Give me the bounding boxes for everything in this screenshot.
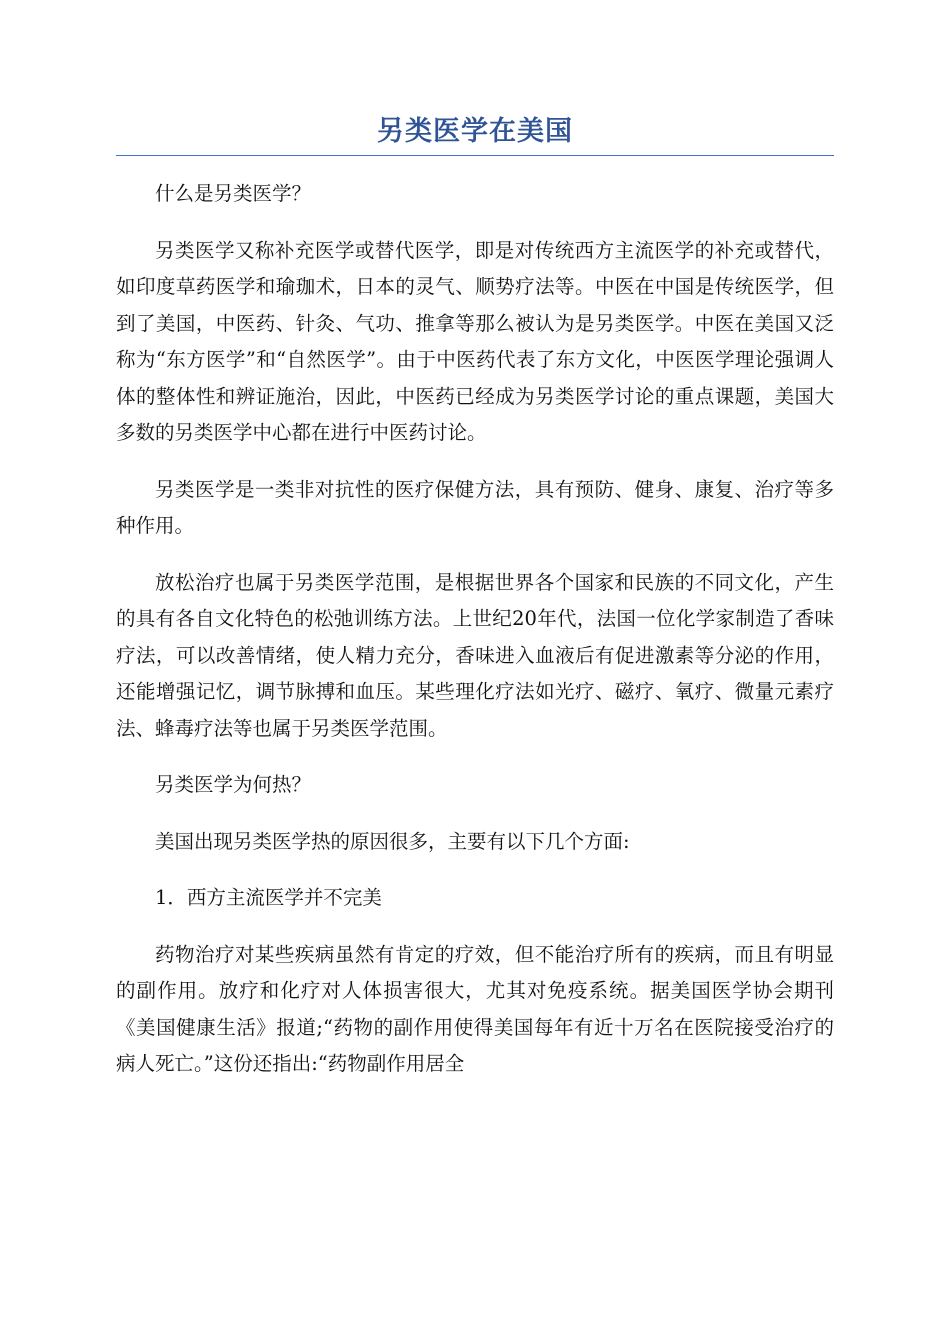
paragraph-drug-side-effects: 药物治疗对某些疾病虽然有肯定的疗效，但不能治疗所有的疾病，而且有明显的副作用。放疗和化疗对人体损害很大，尤其对免疫系统。据美国医学协会期刊《美国健康生活》报道;“药物的副作用使得美国每年有近十万名在医院接受治疗的病人死亡。”这份还指出:“药物副作用居全 xyxy=(116,942,834,1075)
document-title: 另类医学在美国 xyxy=(116,110,834,156)
paragraph-reasons-intro: 美国出现另类医学热的原因很多，主要有以下几个方面: xyxy=(155,829,630,853)
document-page xyxy=(116,110,834,1103)
paragraph-relaxation-therapy: 放松治疗也属于另类医学范围，是根据世界各个国家和民族的不同文化，产生的具有各自文化特色的松弛训练方法。上世纪20年代，法国一位化学家制造了香味疗法，可以改善情绪，使人精力充分，香味进入血液后有促进激素等分泌的作用，还能增强记忆，调节脉搏和血压。某些理化疗法如光疗、磁疗、氧疗、微量元素疗法、蜂毒疗法等也属于另类医学范围。 xyxy=(116,570,834,740)
document-body xyxy=(116,176,834,1083)
paragraph-why-popular: 另类医学为何热？ xyxy=(155,773,312,796)
paragraph-characteristics: 另类医学是一类非对抗性的医疗保健方法，具有预防、健身、康复、治疗等多种作用。 xyxy=(116,477,834,537)
paragraph-reason-1-heading: 1．西方主流医学并不完美 xyxy=(155,886,382,909)
paragraph-definition: 另类医学又称补充医学或替代医学，即是对传统西方主流医学的补充或替代，如印度草药医学和瑜珈术，日本的灵气、顺势疗法等。中医在中国是传统医学，但到了美国，中医药、针灸、气功、推拿等那么被认为是另类医学。中医在美国又泛称为“东方医学”和“自然医学”。由于中医药代表了东方文化，中医医学理论强调人体的整体性和辨证施治，因此，中医药已经成为另类医学讨论的重点课题，美国大多数的另类医学中心都在进行中医药讨论。 xyxy=(116,238,834,444)
paragraph-what-is: 什么是另类医学？ xyxy=(155,182,312,205)
